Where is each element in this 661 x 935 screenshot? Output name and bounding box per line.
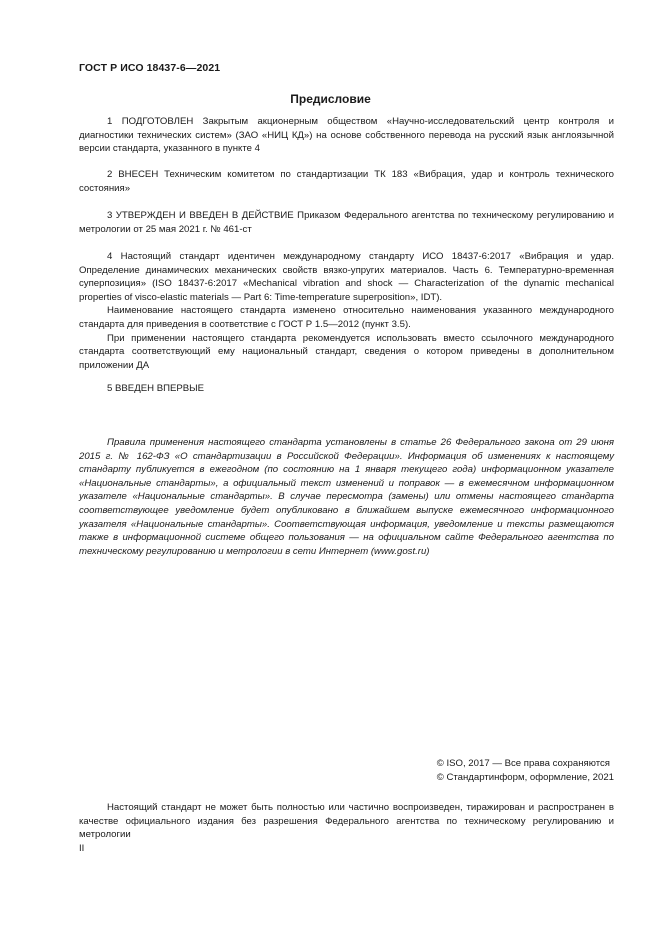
reproduction-notice-text: Настоящий стандарт не может быть полностью или частично воспроизведен, тиражирован и распространен в качестве официального издания без разрешения Федерального агентства по техническому регулированию и метрологии xyxy=(79,802,614,841)
item-5-text: 5 ВВЕДЕН ВПЕРВЫЕ xyxy=(107,383,205,394)
item-2-text: 2 ВНЕСЕН Техническим комитетом по стандартизации ТК 183 «Вибрация, удар и контроль технического состояния» xyxy=(79,169,614,194)
page-number: II xyxy=(79,843,85,854)
copyright-standartinform: © Стандартинформ, оформление, 2021 xyxy=(436,772,614,783)
item-2 xyxy=(79,168,614,195)
item-3 xyxy=(79,209,614,236)
item-3-text: 3 УТВЕРЖДЕН И ВВЕДЕН В ДЕЙСТВИЕ Приказом Федерального агентства по техническому регулированию и метрологии от 25 мая 2021 г. № 461-ст xyxy=(79,210,614,235)
item-1 xyxy=(79,115,614,156)
item-4-reference-note: При применении настоящего стандарта рекомендуется использовать вместо ссылочного международного стандарта соответствующий ему национальный стандарт, сведения о котором приведены в дополнительном приложении ДА xyxy=(79,332,614,371)
copyright-iso: © ISO, 2017 — Все права сохраняются xyxy=(436,758,610,769)
item-4-name-change: Наименование настоящего стандарта изменено относительно наименования указанного международного стандарта для приведения в соответствие с ГОСТ Р 1.5—2012 (пункт 3.5). xyxy=(79,305,614,330)
notice-text: Правила применения настоящего стандарта установлены в статье 26 Федерального закона от 29 июня 2015 г. № 162-ФЗ «О стандартизации в Российской Федерации». Информация об изменениях к настоящему стандарту публикуется в ежегодном (по состоянию на 1 января текущего года) информационном указателе «Национальные стандарты», а официальный текст изменений и поправок — в ежемесячном информационном указателе «Национальные стандарты». В случае пересмотра (замены) или отмены настоящего стандарта соответствующее уведомление будет опубликовано в ближайшем выпуске ежемесячного информационного указателя «Национальные стандарты». Соответствующая информация, уведомление и тексты размещаются также в информационной системе общего пользования — на официальном сайте Федерального агентства по техническому регулированию и метрологии в сети Интернет (www.gost.ru) xyxy=(79,437,614,557)
item-1-text: 1 ПОДГОТОВЛЕН Закрытым акционерным обществом «Научно-исследовательский центр контроля и диагностики технических систем» (ЗАО «НИЦ КД») на основе собственного перевода на русский язык англоязычной версии стандарта, указанного в пункте 4 xyxy=(79,116,614,155)
item-4-text: 4 Настоящий стандарт идентичен международному стандарту ИСО 18437-6:2017 «Вибрация и удар. Определение динамических механических свойств вязко-упругих материалов. Часть 6. Температурно-временная суперпозиция» (ISO 18437-6:2017 «Mechanical vibration and shock — Characterization of the dynamic mechanical properties of visco-elastic materials — Part 6: Time-temperature superposition», IDT). xyxy=(79,251,614,303)
item-4 xyxy=(79,250,614,372)
copyright-block xyxy=(437,757,614,785)
reproduction-notice xyxy=(79,801,614,842)
document-id-header: ГОСТ Р ИСО 18437-6—2021 xyxy=(79,62,221,74)
application-rules-notice xyxy=(79,436,614,558)
item-5 xyxy=(79,382,614,396)
page-title: Предисловие xyxy=(290,92,371,106)
